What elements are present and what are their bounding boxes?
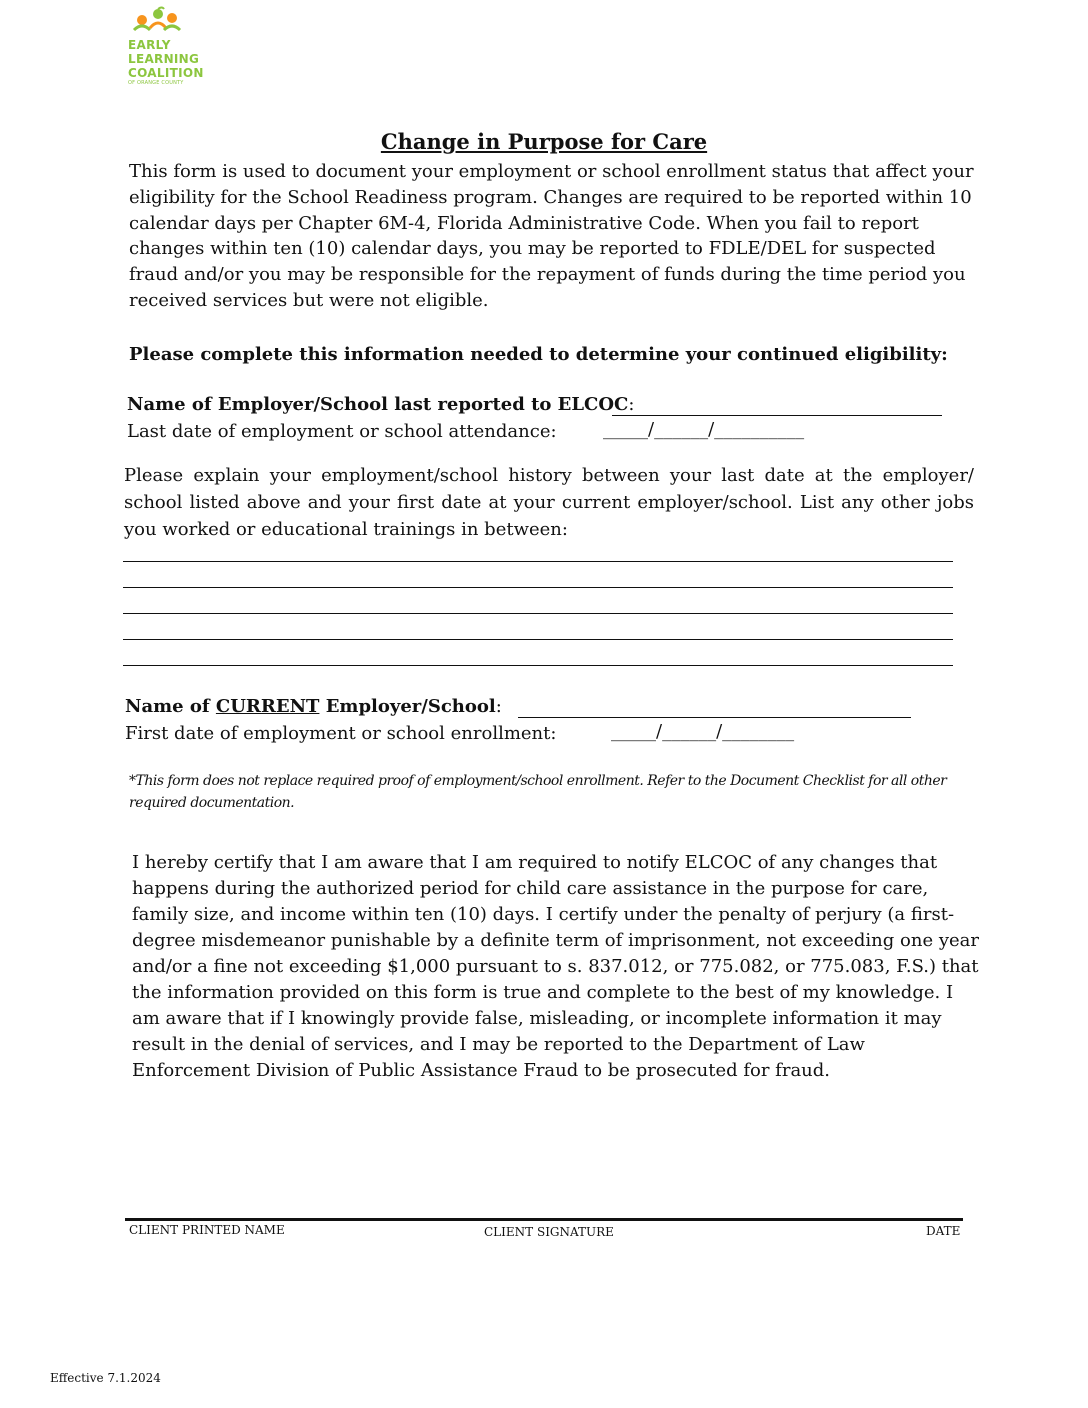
intro-paragraph: This form is used to document your employment or school enrollment status that affect your eligibility for the School Readiness program. Changes are required to be reported within 10 calendar days per Chapter 6M-4, Florida Administrative Code. When you fail to report changes within ten (10) calendar days, you may be reported to FDLE/DEL for suspected fraud and/or you may be responsible for the repayment of funds during the time period you received services but were not eligible. xyxy=(129,161,974,311)
logo-line-coalition: COALITION xyxy=(128,66,204,80)
current-employer-row xyxy=(125,696,502,717)
history-line-4[interactable] xyxy=(123,639,953,640)
history-line-3[interactable] xyxy=(123,613,953,614)
first-date-label: First date of employment or school enrollment: xyxy=(125,723,557,744)
client-signature-label: CLIENT SIGNATURE xyxy=(484,1225,614,1239)
documentation-note: *This form does not replace required proof of employment/school enrollment. Refer to the Document Checklist for all other required documentation. xyxy=(129,773,947,811)
current-employer-label-suffix: Employer/School xyxy=(319,696,496,717)
current-employer-field[interactable] xyxy=(518,717,911,718)
history-line-5[interactable] xyxy=(123,665,953,666)
current-employer-label-prefix: Name of xyxy=(125,696,216,717)
client-printed-name-label: CLIENT PRINTED NAME xyxy=(129,1223,285,1237)
logo-line-county: OF ORANGE COUNTY xyxy=(128,80,184,86)
previous-employer-row xyxy=(127,394,634,415)
previous-employer-label: Name of Employer/School last reported to ELCOC xyxy=(127,394,629,415)
signature-line[interactable] xyxy=(125,1218,963,1221)
current-employer-colon: : xyxy=(495,696,502,717)
first-date-field[interactable]: _____/______/________ xyxy=(611,721,795,742)
last-date-field[interactable]: _____/______/__________ xyxy=(603,419,805,440)
logo-line-learning: LEARNING xyxy=(128,52,200,66)
history-line-1[interactable] xyxy=(123,561,953,562)
history-prompt: Please explain your employment/school history between your last date at the employer/ school listed above and your first date at your current employer/school. List any other jobs you worked or educational trainings in between: xyxy=(124,465,974,540)
current-emphasis: CURRENT xyxy=(215,696,320,717)
history-line-2[interactable] xyxy=(123,587,953,588)
effective-date: Effective 7.1.2024 xyxy=(50,1371,161,1385)
instruction-text: Please complete this information needed to determine your continued eligibility: xyxy=(129,344,948,365)
elcoc-logo xyxy=(128,6,208,98)
date-label: DATE xyxy=(926,1224,961,1238)
last-date-label: Last date of employment or school attendance: xyxy=(127,421,557,442)
logo-line-early: EARLY xyxy=(128,38,171,52)
certification-paragraph: I hereby certify that I am aware that I am required to notify ELCOC of any changes that happens during the authorized period for child care assistance in the purpose for care, family size, and income within ten (10) days. I certify under the penalty of perjury (a first-degree misdemeanor punishable by a definite term of imprisonment, not exceeding one year and/or a fine not exceeding $1,000 pursuant to s. 837.012, or 775.082, or 775.083, F.S.) that the information provided on this form is true and complete to the best of my knowledge. I am aware that if I knowingly provide false, misleading, or incomplete information it may result in the denial of services, and I may be reported to the Department of Law Enforcement Division of Public Assistance Fraud to be prosecuted for fraud. xyxy=(132,852,979,1081)
previous-employer-colon: : xyxy=(628,394,635,415)
previous-employer-field[interactable] xyxy=(612,415,942,416)
form-title: Change in Purpose for Care xyxy=(380,129,708,154)
logo-figures-icon xyxy=(128,6,188,34)
